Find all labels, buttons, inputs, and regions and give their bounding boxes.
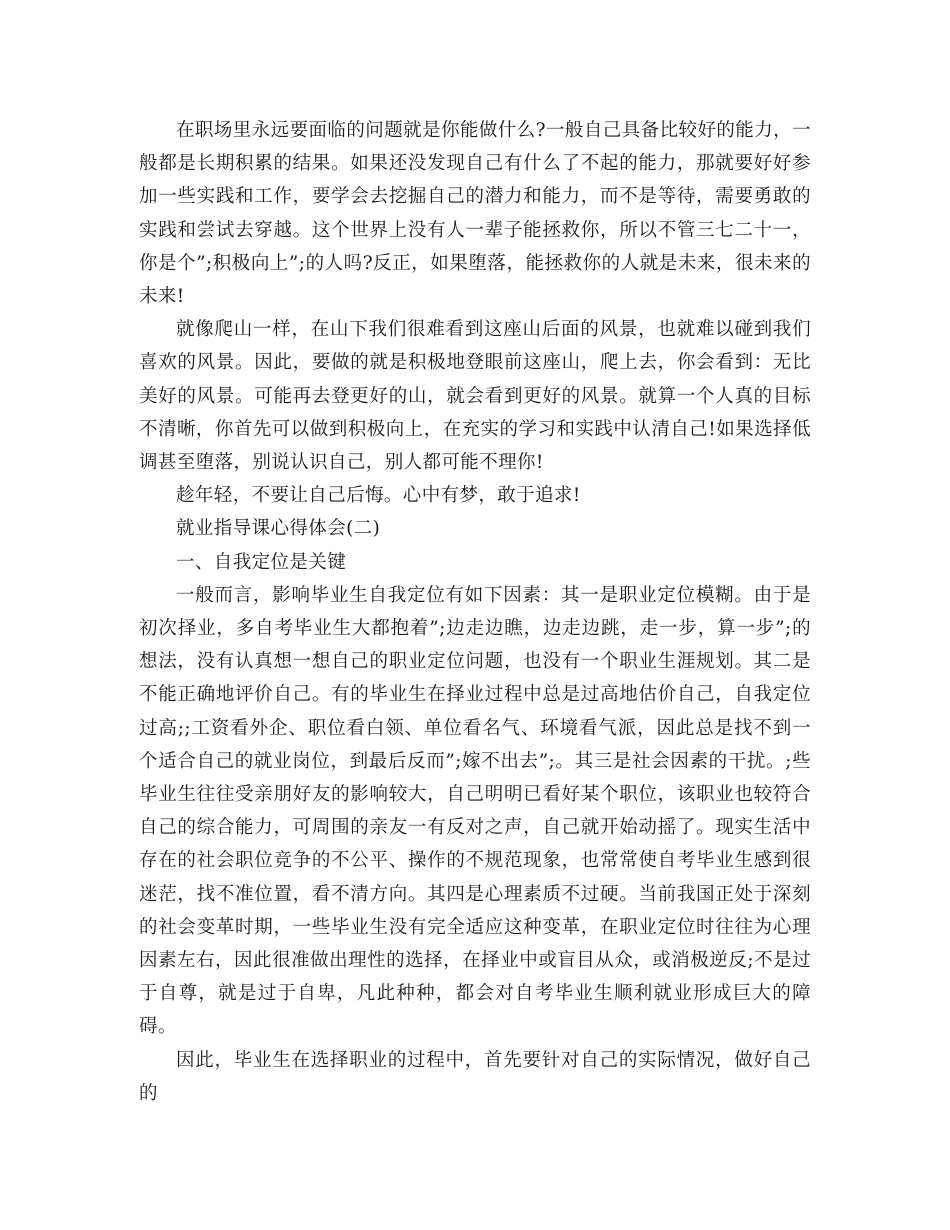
paragraph-career-ability: 在职场里永远要面临的问题就是你能做什么?一般自己具备比较好的能力，一般都是长期积累的结果。如果还没发现自己有什么了不起的能力，那就要好好参加一些实践和工作，要学会去挖掘自己的潜力和能力，而不是等待，需要勇敢的实践和尝试去穿越。这个世界上没有人一辈子能拯救你，所以不管三七二十一，你是个”;积极向上”;的人吗?反正，如果堕落，能拯救你的人就是未来，很未来的未来! <box>139 120 811 308</box>
paragraph-climbing-metaphor: 就像爬山一样，在山下我们很难看到这座山后面的风景，也就难以碰到我们喜欢的风景。因此，要做的就是积极地登眼前这座山，爬上去，你会看到：无比美好的风景。可能再去登更好的山，就会看到更好的风景。就算一个人真的目标不清晰，你首先可以做到积极向上，在充实的学习和实践中认清自己!如果选择低调甚至堕落，别说认识自己，别人都可能不理你! <box>139 319 811 474</box>
subsection-heading: 一、自我定位是关键 <box>176 551 347 573</box>
section-heading: 就业指导课心得体会(二) <box>176 518 381 540</box>
paragraph-self-positioning-factors: 一般而言，影响毕业生自我定位有如下因素：其一是职业定位模糊。由于是初次择业，多自考毕业生大都抱着”;边走边瞧，边走边跳，走一步，算一步”;的想法，没有认真想一想自己的职业定位问题，也没有一个职业生涯规划。其二是不能正确地评价自己。有的毕业生在择业过程中总是过高地估价自己，自我定位过高;;工资看外企、职位看白领、单位看名气、环境看气派，因此总是找不到一个适合自己的就业岗位，到最后反而”;嫁不出去”;。其三是社会因素的干扰。;些毕业生往往受亲朋好友的影响较大，自己明明已看好某个职位，该职业也较符合自己的综合能力，可周围的亲友一有反对之声，自己就开始动摇了。现实生活中存在的社会职位竞争的不公平、操作的不规范现象，也常常使自考毕业生感到很迷茫，找不准位置，看不清方向。其四是心理素质不过硬。当前我国正处于深刻的社会变革时期，一些毕业生没有完全适应这种变革，在职业定位时往往为心理因素左右，因此很准做出理性的选择，在择业中或盲目从众，或消极逆反;不是过于自尊，就是过于自卑，凡此种种，都会对自考毕业生顺利就业形成巨大的障碍。 <box>139 584 811 1038</box>
document-body <box>139 114 811 1110</box>
paragraph-seize-youth: 趁年轻，不要让自己后悔。心中有梦，敢于追求! <box>176 485 581 507</box>
paragraph-conclusion-start: 因此，毕业生在选择职业的过程中，首先要针对自己的实际情况，做好自己的 <box>139 1049 811 1104</box>
